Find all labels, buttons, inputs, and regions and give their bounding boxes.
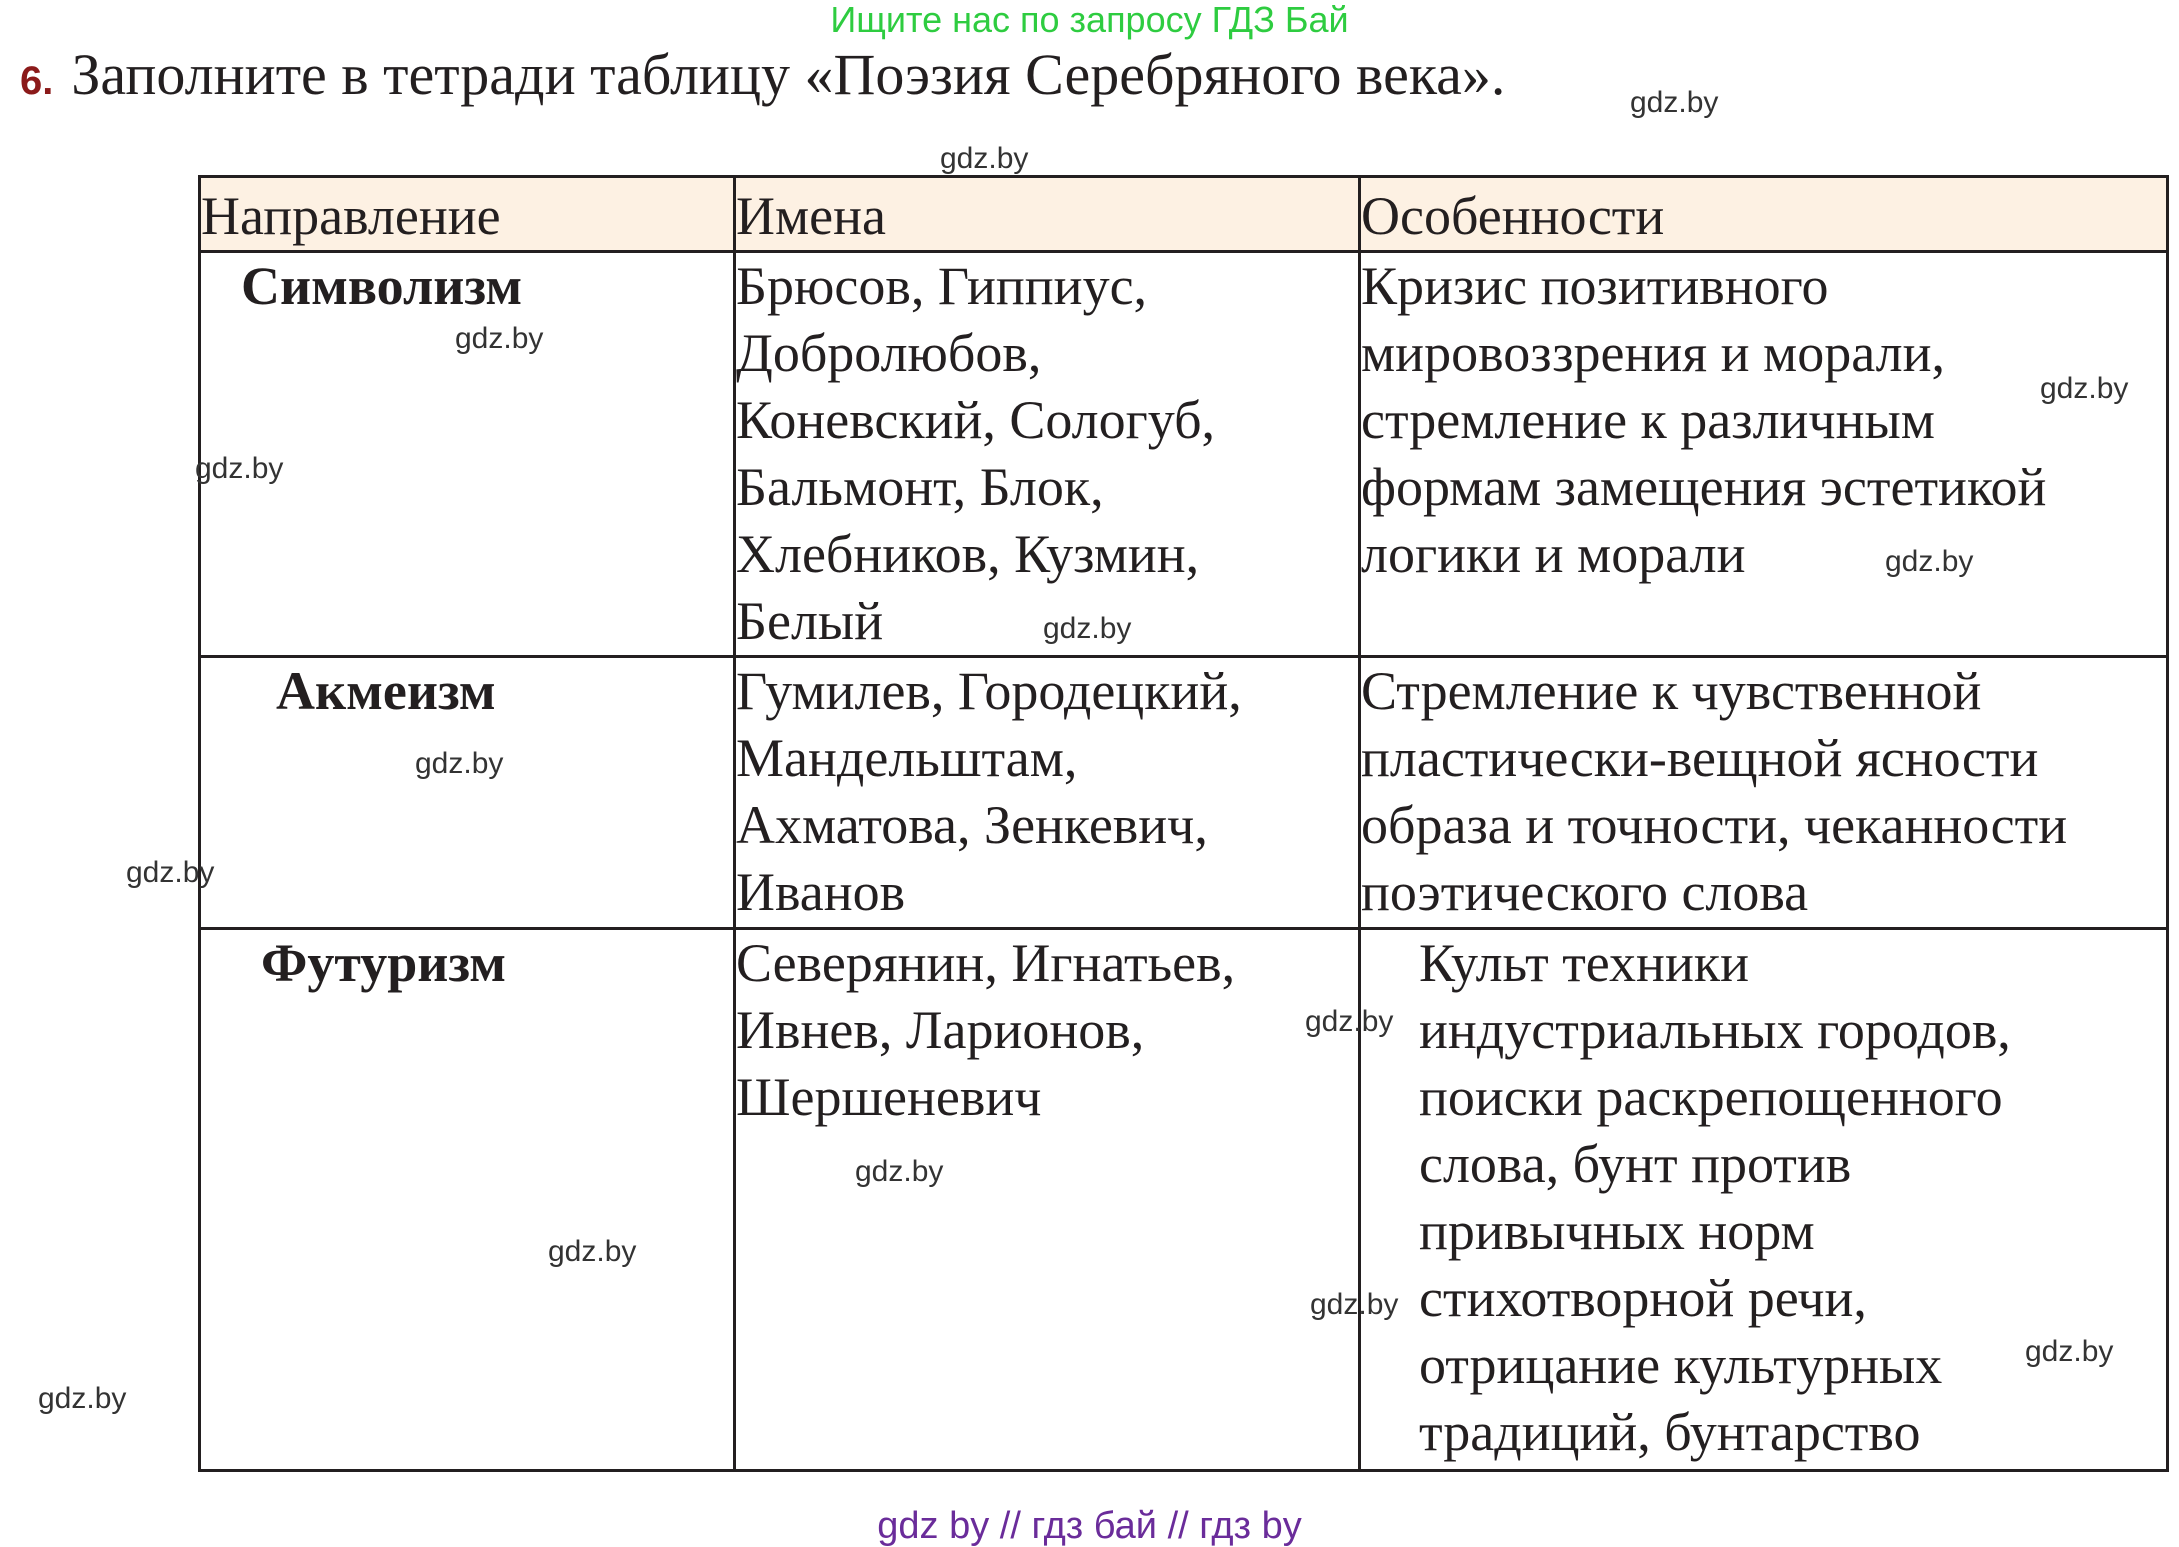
watermark: gdz.by	[2025, 1335, 2114, 1368]
features-cell	[1360, 657, 2168, 929]
table-row	[200, 252, 2168, 657]
features-cell	[1360, 252, 2168, 657]
task-text: Заполните в тетради таблицу «Поэзия Серебряного века».	[71, 42, 1506, 107]
watermark: gdz.by	[38, 1382, 127, 1415]
features-line: мировоззрения и морали,	[1361, 323, 1945, 383]
top-banner: Ищите нас по запросу ГДЗ Бай	[830, 0, 1349, 40]
watermark: gdz.by	[1310, 1288, 1399, 1321]
names-cell	[735, 252, 1360, 657]
names-cell	[735, 929, 1360, 1471]
watermark: gdz.by	[1630, 86, 1719, 119]
watermark: gdz.by	[855, 1155, 944, 1188]
features-line: Стремление к чувственной	[1361, 661, 1982, 721]
features-line: образа и точности, чеканности	[1361, 795, 2068, 855]
names-line: Шершеневич	[736, 1067, 1042, 1127]
names-line: Брюсов, Гиппиус,	[736, 256, 1148, 316]
watermark: gdz.by	[548, 1235, 637, 1268]
features-line: слова, бунт против	[1419, 1134, 1852, 1194]
header-direction: Направление	[200, 177, 735, 252]
names-line: Ивнев, Ларионов,	[736, 1000, 1145, 1060]
names-line: Белый	[736, 591, 884, 651]
direction-cell	[200, 929, 735, 1471]
watermark: gdz.by	[195, 452, 284, 485]
features-cell	[1360, 929, 2168, 1471]
watermark: gdz.by	[1885, 545, 1974, 578]
features-line: индустриальных городов,	[1419, 1000, 2011, 1060]
direction-symbolism: Символизм	[241, 256, 523, 316]
footer-links: gdz by // гдз бай // гдз by	[877, 1505, 1302, 1547]
header-features: Особенности	[1360, 177, 2168, 252]
watermark: gdz.by	[2040, 372, 2129, 405]
names-line: Мандельштам,	[736, 728, 1078, 788]
direction-acmeism: Акмеизм	[276, 661, 496, 721]
names-line: Ахматова, Зенкевич,	[736, 795, 1208, 855]
table-row	[200, 657, 2168, 929]
features-line: традиций, бунтарство	[1419, 1402, 1921, 1462]
watermark: gdz.by	[1043, 612, 1132, 645]
features-line: Культ техники	[1419, 933, 1749, 993]
features-line: стихотворной речи,	[1419, 1268, 1867, 1328]
names-line: Северянин, Игнатьев,	[736, 933, 1236, 993]
features-line: пластически-вещной ясности	[1361, 728, 2039, 788]
features-line: стремление к различным	[1361, 390, 1935, 450]
features-line: поиски раскрепощенного	[1419, 1067, 2003, 1127]
task-number: 6.	[20, 59, 54, 103]
names-line: Гумилев, Городецкий,	[736, 661, 1242, 721]
direction-futurism: Футуризм	[261, 933, 507, 993]
features-line: поэтического слова	[1361, 862, 1809, 922]
watermark: gdz.by	[455, 322, 544, 355]
watermark: gdz.by	[126, 856, 215, 889]
poetry-table	[198, 175, 2169, 1472]
direction-cell	[200, 657, 735, 929]
names-line: Иванов	[736, 862, 906, 922]
features-line: логики и морали	[1361, 524, 1746, 584]
features-line: Кризис позитивного	[1361, 256, 1829, 316]
header-names: Имена	[735, 177, 1360, 252]
features-line: отрицание культурных	[1419, 1335, 1943, 1395]
names-line: Добролюбов,	[736, 323, 1042, 383]
table-header-row	[200, 177, 2168, 252]
names-cell	[735, 657, 1360, 929]
names-line: Хлебников, Кузмин,	[736, 524, 1200, 584]
task-statement	[20, 42, 1505, 114]
names-line: Коневский, Сологуб,	[736, 390, 1216, 450]
watermark: gdz.by	[1305, 1005, 1394, 1038]
names-line: Бальмонт, Блок,	[736, 457, 1104, 517]
features-line: формам замещения эстетикой	[1361, 457, 2047, 517]
table-row	[200, 929, 2168, 1471]
watermark: gdz.by	[940, 142, 1029, 175]
features-line: привычных норм	[1419, 1201, 1815, 1261]
watermark: gdz.by	[415, 747, 504, 780]
